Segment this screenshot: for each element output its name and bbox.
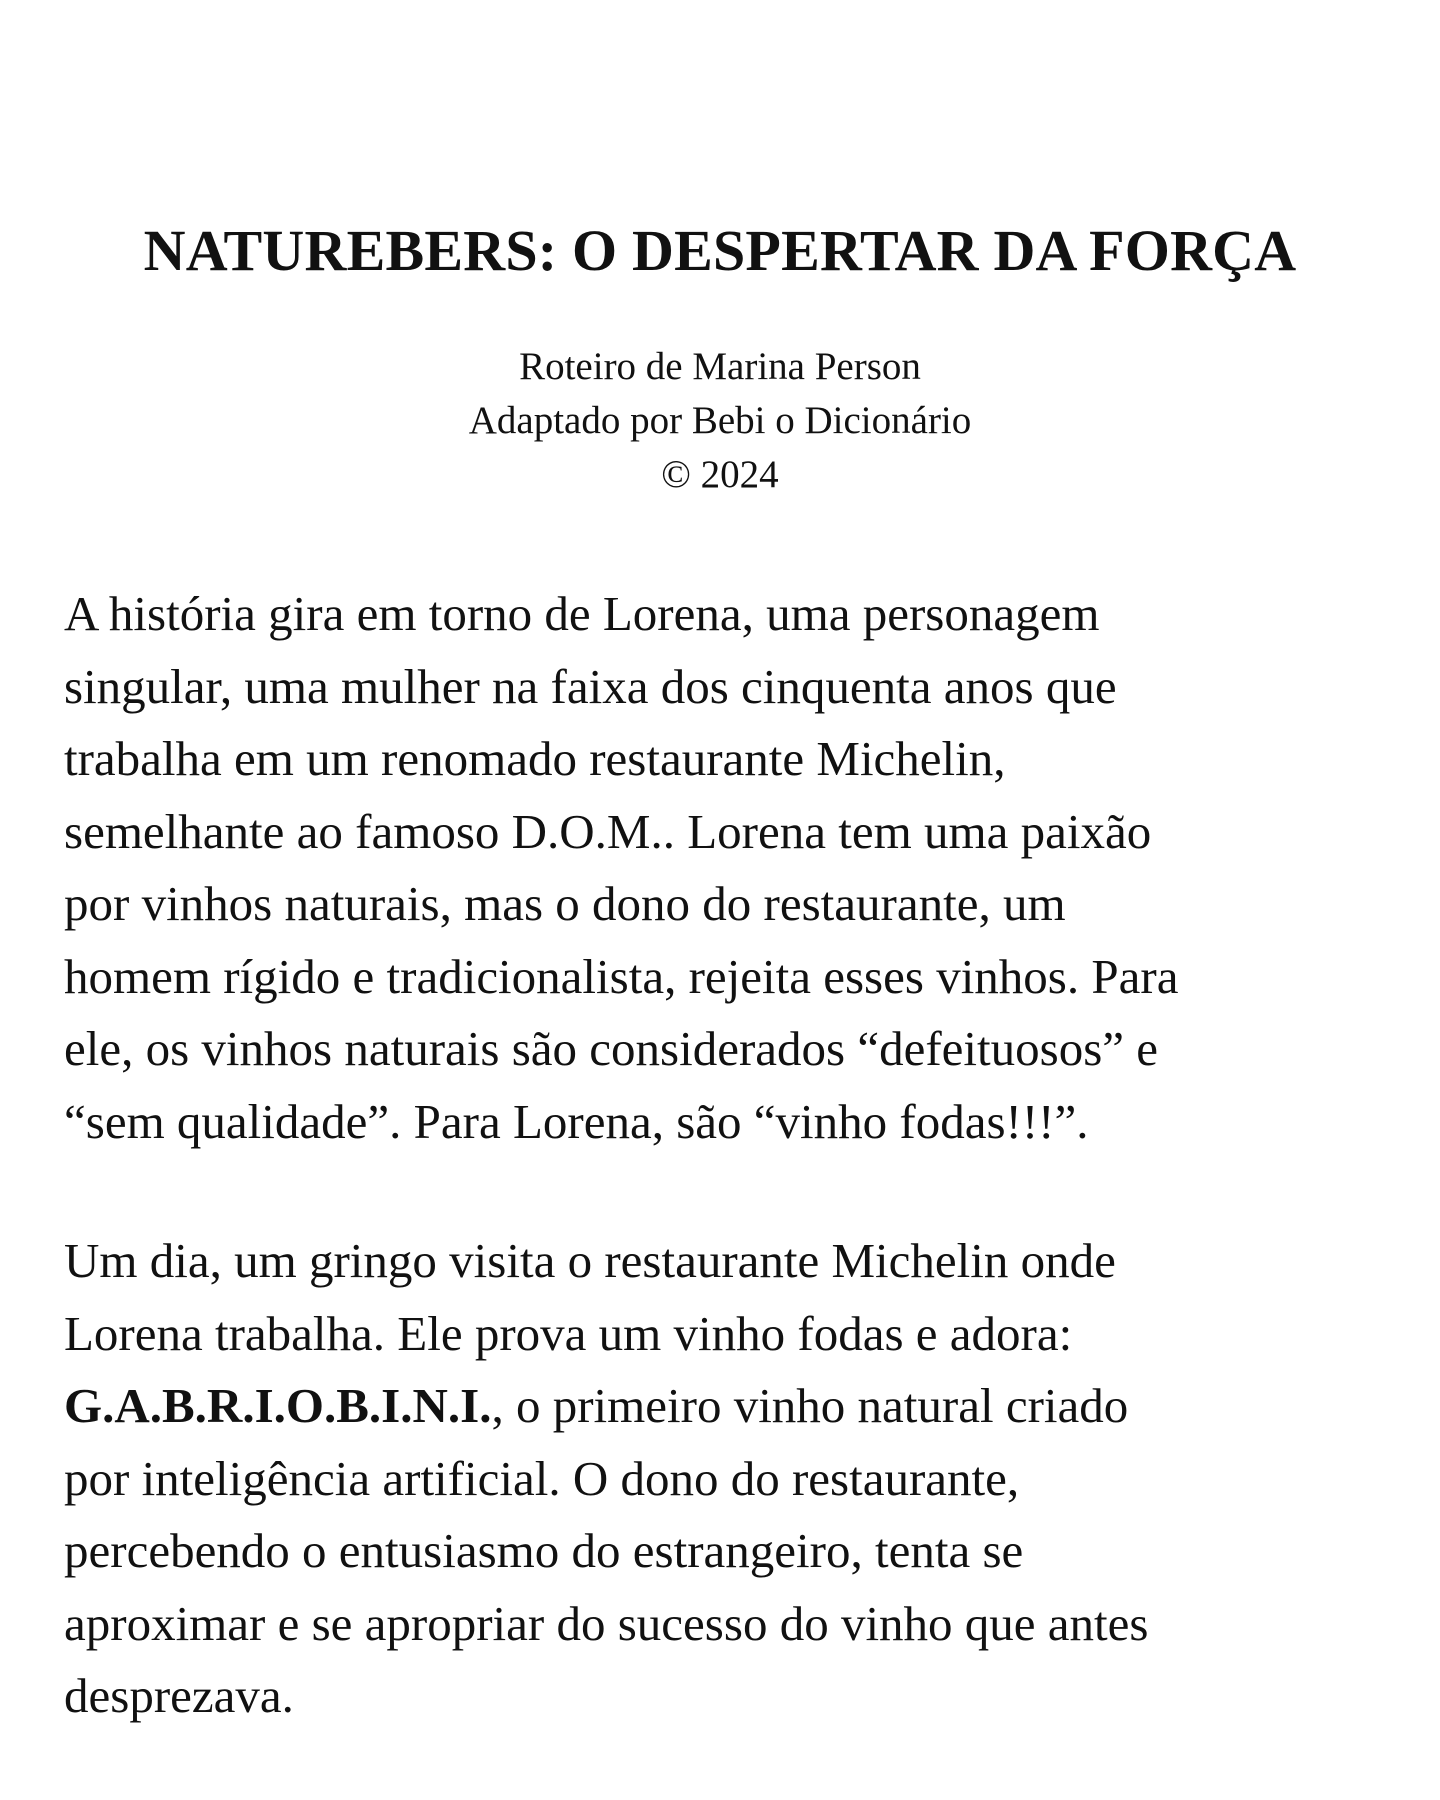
paragraph-1-line: A história gira em torno de Lorena, uma personagem — [64, 586, 1100, 641]
paragraph-2-line: percebendo o entusiasmo do estrangeiro, tenta se — [64, 1523, 1024, 1578]
adaptation-credit: Adaptado por Bebi o Dicionário — [468, 399, 972, 442]
paragraph-2-line-with-wine-name — [64, 1370, 1404, 1443]
paragraph-2-line: Lorena trabalha. Ele prova um vinho fodas e adora: — [64, 1305, 1073, 1361]
paragraph-2-line: desprezava. — [64, 1668, 294, 1723]
wine-name-bold: G.A.B.R.I.O.B.I.N.I. — [64, 1378, 492, 1433]
paragraph-1-line: singular, uma mulher na faixa dos cinquenta anos que — [64, 658, 1117, 714]
paragraph-2-line: aproximar e se apropriar do sucesso do vinho que antes — [64, 1595, 1149, 1651]
paragraph-1 — [64, 578, 1404, 1158]
document-title: NATUREBERS: O DESPERTAR DA FORÇA — [143, 218, 1297, 283]
paragraph-2-line: por inteligência artificial. O dono do restaurante, — [64, 1450, 1020, 1506]
paragraph-1-line: por vinhos naturais, mas o dono do restaurante, um — [64, 876, 1066, 931]
credits-block — [0, 340, 1440, 502]
paragraph-1-line: ele, os vinhos naturais são considerados “defeituosos” e — [64, 1021, 1159, 1076]
paragraph-1-line: homem rígido e tradicionalista, rejeita esses vinhos. Para — [64, 948, 1179, 1004]
copyright-notice: © 2024 — [661, 453, 779, 496]
paragraph-1-line: trabalha em um renomado restaurante Michelin, — [64, 731, 1006, 786]
wine-name-description: , o primeiro vinho natural criado — [491, 1378, 1129, 1433]
paragraph-2-line: Um dia, um gringo visita o restaurante Michelin onde — [64, 1233, 1116, 1288]
paragraph-2 — [64, 1225, 1404, 1733]
script-credit: Roteiro de Marina Person — [519, 345, 921, 388]
paragraph-1-line: “sem qualidade”. Para Lorena, são “vinho fodas!!!”. — [64, 1093, 1089, 1149]
paragraph-1-line: semelhante ao famoso D.O.M.. Lorena tem uma paixão — [64, 803, 1152, 859]
